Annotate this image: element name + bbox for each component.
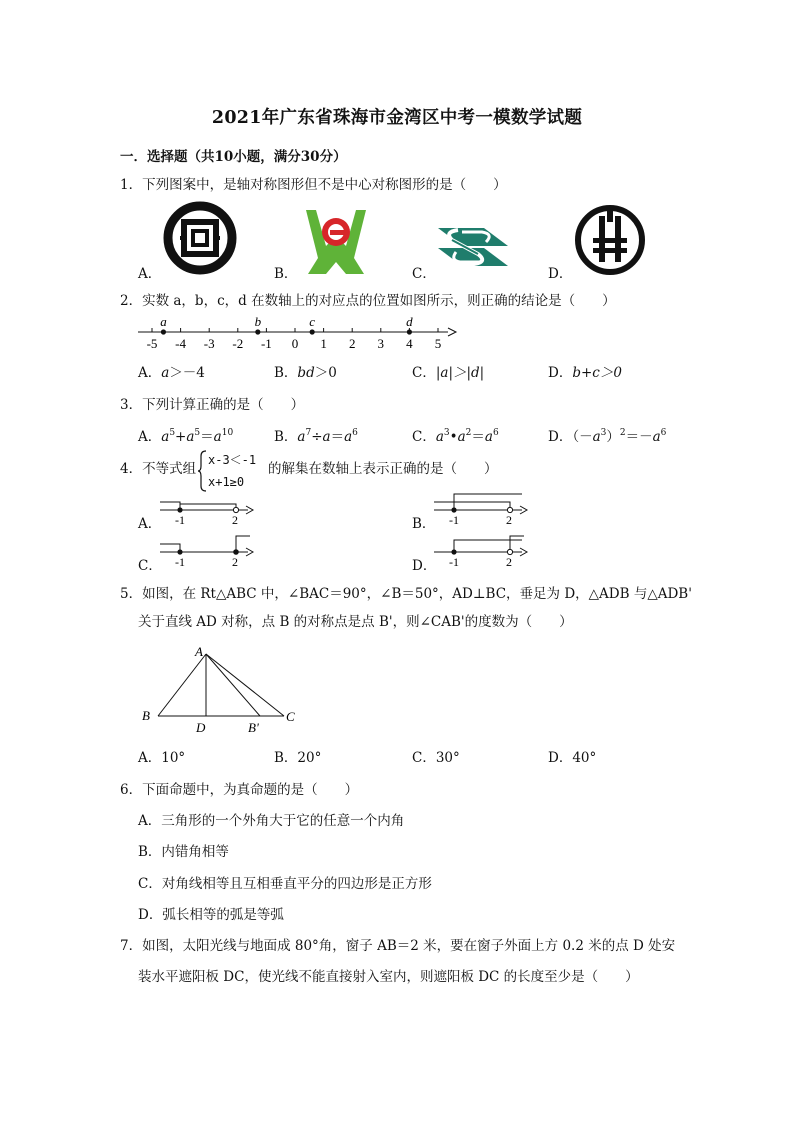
q1-label-a: A．	[138, 266, 162, 282]
q2-point-d	[407, 329, 412, 334]
q4-inequality-2: x+1≥0	[208, 475, 245, 489]
q2-tick-label: 3	[377, 336, 385, 351]
q7-line-2: 装水平遮阳板 DC，使光线不能直接射入室内，则遮阳板 DC 的长度至少是（ ）	[138, 969, 639, 985]
page-title: 2021年广东省珠海市金湾区中考一模数学试题	[211, 108, 583, 128]
q4-c-tick-right: 2	[232, 555, 238, 569]
q4-option-b-number-line	[432, 490, 532, 530]
q4-option-a-number-line	[158, 490, 258, 530]
q6-option-a: A．三角形的一个外角大于它的任意一个内角	[138, 813, 405, 829]
q4-label-a: A．	[138, 516, 162, 532]
q4-option-c-number-line	[158, 532, 258, 572]
q2-tick-label: 1	[320, 336, 327, 351]
q4-a-tick-left: -1	[175, 513, 185, 527]
q2-point-b	[255, 329, 260, 334]
q6-option-b: B．内错角相等	[138, 844, 229, 860]
logo-c-s-icon	[434, 218, 512, 276]
q3-option-a: A．$a^5+a^5=a^{10}$	[138, 428, 234, 445]
vertex-b-label: B	[142, 708, 150, 723]
q1-label-d: D．	[548, 266, 573, 282]
q2-point-label-b: b	[254, 314, 262, 329]
logo-a-coin-icon	[160, 200, 240, 280]
q4-suffix: 的解集在数轴上表示正确的是（ ）	[268, 461, 498, 477]
q2-tick-label: 2	[348, 336, 356, 351]
q2-point-label-d: d	[406, 314, 413, 329]
q3-option-d: D．$(-a^3)^2=-a^6$	[548, 428, 667, 445]
q1-stem: 1．下列图案中，是轴对称图形但不是中心对称图形的是（ ）	[120, 177, 507, 193]
q4-a-tick-right: 2	[232, 513, 238, 527]
q4-label-b: B．	[412, 516, 436, 532]
q2-option-a: A．a＞－4	[138, 365, 205, 381]
vertex-c-label: C	[286, 709, 295, 724]
q2-point-label-a: a	[160, 314, 167, 329]
q7-line-1: 7．如图，太阳光线与地面成 80°角，窗子 AB＝2 米，要在窗子外面上方 0.2 米的点 D 处安	[120, 938, 676, 954]
q2-tick-label: -2	[232, 336, 244, 351]
q2-tick-label: -5	[146, 336, 158, 351]
q6-option-d: D．弧长相等的弧是等弧	[138, 907, 284, 923]
q5-option-d: D．40°	[548, 750, 597, 766]
q2-option-c: C．|a|＞|d|	[412, 365, 485, 381]
q3-stem: 3．下列计算正确的是（ ）	[120, 397, 305, 413]
q2-point-c	[310, 329, 315, 334]
q4-inequality-1: x-3＜-1	[208, 453, 257, 467]
logo-d-abc-icon	[570, 202, 650, 280]
q4-d-tick-right: 2	[506, 555, 512, 569]
q2-tick-label: 0	[291, 336, 299, 351]
q5-line-1: 5．如图，在 Rt△ABC 中，∠BAC＝90°，∠B＝50°，AD⊥BC，垂足为 D，△ADB 与△ADB'	[120, 586, 692, 602]
q2-number-line	[130, 312, 460, 354]
q2-stem: 2．实数 a，b，c，d 在数轴上的对应点的位置如图所示，则正确的结论是（ ）	[120, 293, 616, 309]
q6-stem: 6．下面命题中，为真命题的是（ ）	[120, 782, 359, 798]
q4-option-d-number-line	[432, 532, 532, 572]
vertex-d-label: D	[196, 720, 206, 735]
brace-icon	[197, 450, 207, 492]
q4-prefix: 4．不等式组	[120, 461, 197, 477]
q5-option-a: A．10°	[138, 750, 186, 766]
q2-tick-label: 5	[434, 336, 442, 351]
q4-d-tick-left: -1	[449, 555, 459, 569]
q2-option-b: B．bd＞0	[274, 365, 337, 381]
q5-line-2: 关于直线 AD 对称，点 B 的对称点是点 B'，则∠CAB'的度数为（ ）	[138, 614, 573, 630]
q2-tick-label: -1	[260, 336, 272, 351]
q2-option-d: D．b+c＞0	[548, 365, 622, 381]
q2-point-label-c: c	[309, 314, 316, 329]
q5-option-c: C．30°	[412, 750, 460, 766]
q4-b-tick-left: -1	[449, 513, 459, 527]
q4-label-d: D．	[412, 558, 437, 574]
logo-b-bank-icon	[296, 206, 376, 278]
q2-tick-label: -4	[175, 336, 187, 351]
q2-tick-label: 4	[406, 336, 413, 351]
q1-label-b: B．	[274, 266, 298, 282]
q1-label-c: C．	[412, 266, 436, 282]
q6-option-c: C．对角线相等且互相垂直平分的四边形是正方形	[138, 876, 432, 892]
q5-option-b: B．20°	[274, 750, 322, 766]
vertex-a-label: A	[195, 644, 203, 659]
q3-option-c: C．$a^3•a^2=a^6$	[412, 428, 499, 445]
q5-triangle-figure	[136, 640, 306, 736]
section-heading: 一．选择题（共10小题，满分30分）	[120, 149, 347, 165]
q3-option-b: B．$a^7\div a=a^6$	[274, 428, 358, 445]
q4-b-tick-right: 2	[506, 513, 512, 527]
q2-point-a	[161, 329, 166, 334]
vertex-bp-label: B'	[248, 720, 259, 735]
q4-label-c: C．	[138, 558, 162, 574]
q2-tick-label: -3	[203, 336, 215, 351]
q4-c-tick-left: -1	[175, 555, 185, 569]
